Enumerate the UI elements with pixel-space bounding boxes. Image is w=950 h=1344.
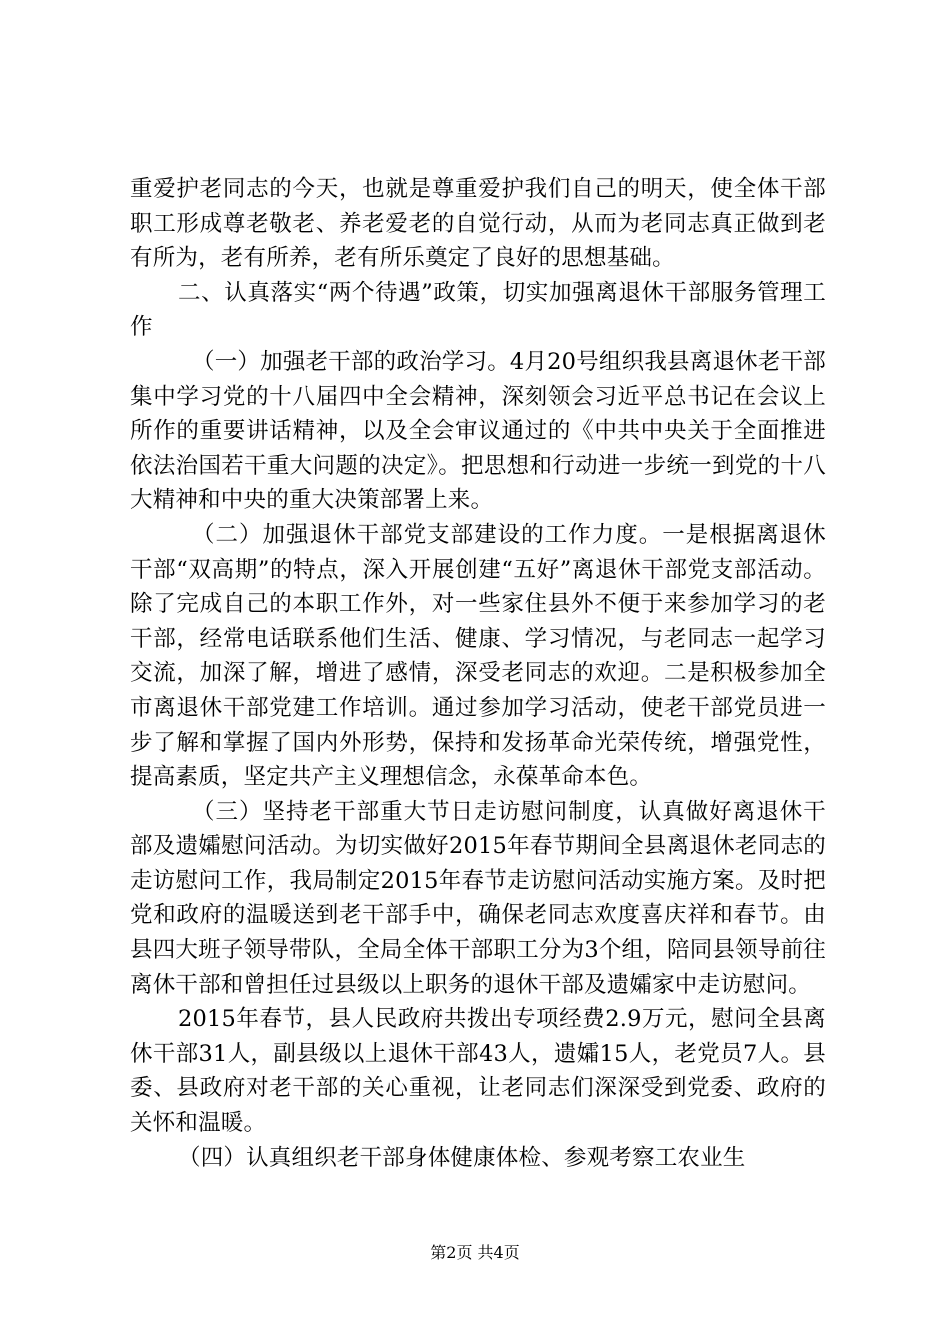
page-footer: 第2页 共4页	[430, 1243, 520, 1262]
paragraph-spring-festival: 2015年春节，县人民政府共拨出专项经费2.9万元，慰问全县离休干部31人，副县级以上退休干部43人，遗孀15人，老党员7人。县委、县政府对老干部的关心重视，让老同志们深深受到党委、政府的关怀和温暖。	[130, 1006, 826, 1137]
paragraph-item-2: （二）加强退休干部党支部建设的工作力度。一是根据离退休干部“双高期”的特点，深入开展创建“五好”离退休干部党支部活动。除了完成自己的本职工作外，对一些家住县外不便于来参加学习的老干部，经常电话联系他们生活、健康、学习情况，与老同志一起学习交流，加深了解，增进了感情，深受老同志的欢迎。二是积极参加全市离退休干部党建工作培训。通过参加学习活动，使老干部党员进一步了解和掌握了国内外形势，保持和发扬革命光荣传统，增强党性，提高素质，坚定共产主义理想信念，永葆革命本色。	[130, 521, 826, 791]
paragraph-item-4: （四）认真组织老干部身体健康体检、参观考察工农业生	[178, 1144, 746, 1171]
paragraph-item-3: （三）坚持老干部重大节日走访慰问制度，认真做好离退休干部及遗孀慰问活动。为切实做好2015年春节期间全县离退休老同志的走访慰问工作，我局制定2015年春节走访慰问活动实施方案。及时把党和政府的温暖送到老干部手中，确保老同志欢度喜庆祥和春节。由县四大班子领导带队，全局全体干部职工分为3个组，陪同县领导前往离休干部和曾担任过县级以上职务的退休干部及遗孀家中走访慰问。	[130, 798, 826, 998]
paragraph-continuation: 重爱护老同志的今天，也就是尊重爱护我们自己的明天，使全体干部职工形成尊老敬老、养老爱老的自觉行动，从而为老同志真正做到老有所为，老有所养，老有所乐奠定了良好的思想基础。	[130, 176, 826, 272]
section-heading: 二、认真落实“两个待遇”政策，切实加强离退休干部服务管理工作	[130, 279, 826, 341]
paragraph-item-1: （一）加强老干部的政治学习。4月20号组织我县离退休老干部集中学习党的十八届四中全会精神，深刻领会习近平总书记在会议上所作的重要讲话精神，以及全会审议通过的《中共中央关于全面推进依法治国若干重大问题的决定》。把思想和行动进一步统一到党的十八大精神和中央的重大决策部署上来。	[130, 348, 826, 514]
document-body	[130, 172, 826, 1175]
